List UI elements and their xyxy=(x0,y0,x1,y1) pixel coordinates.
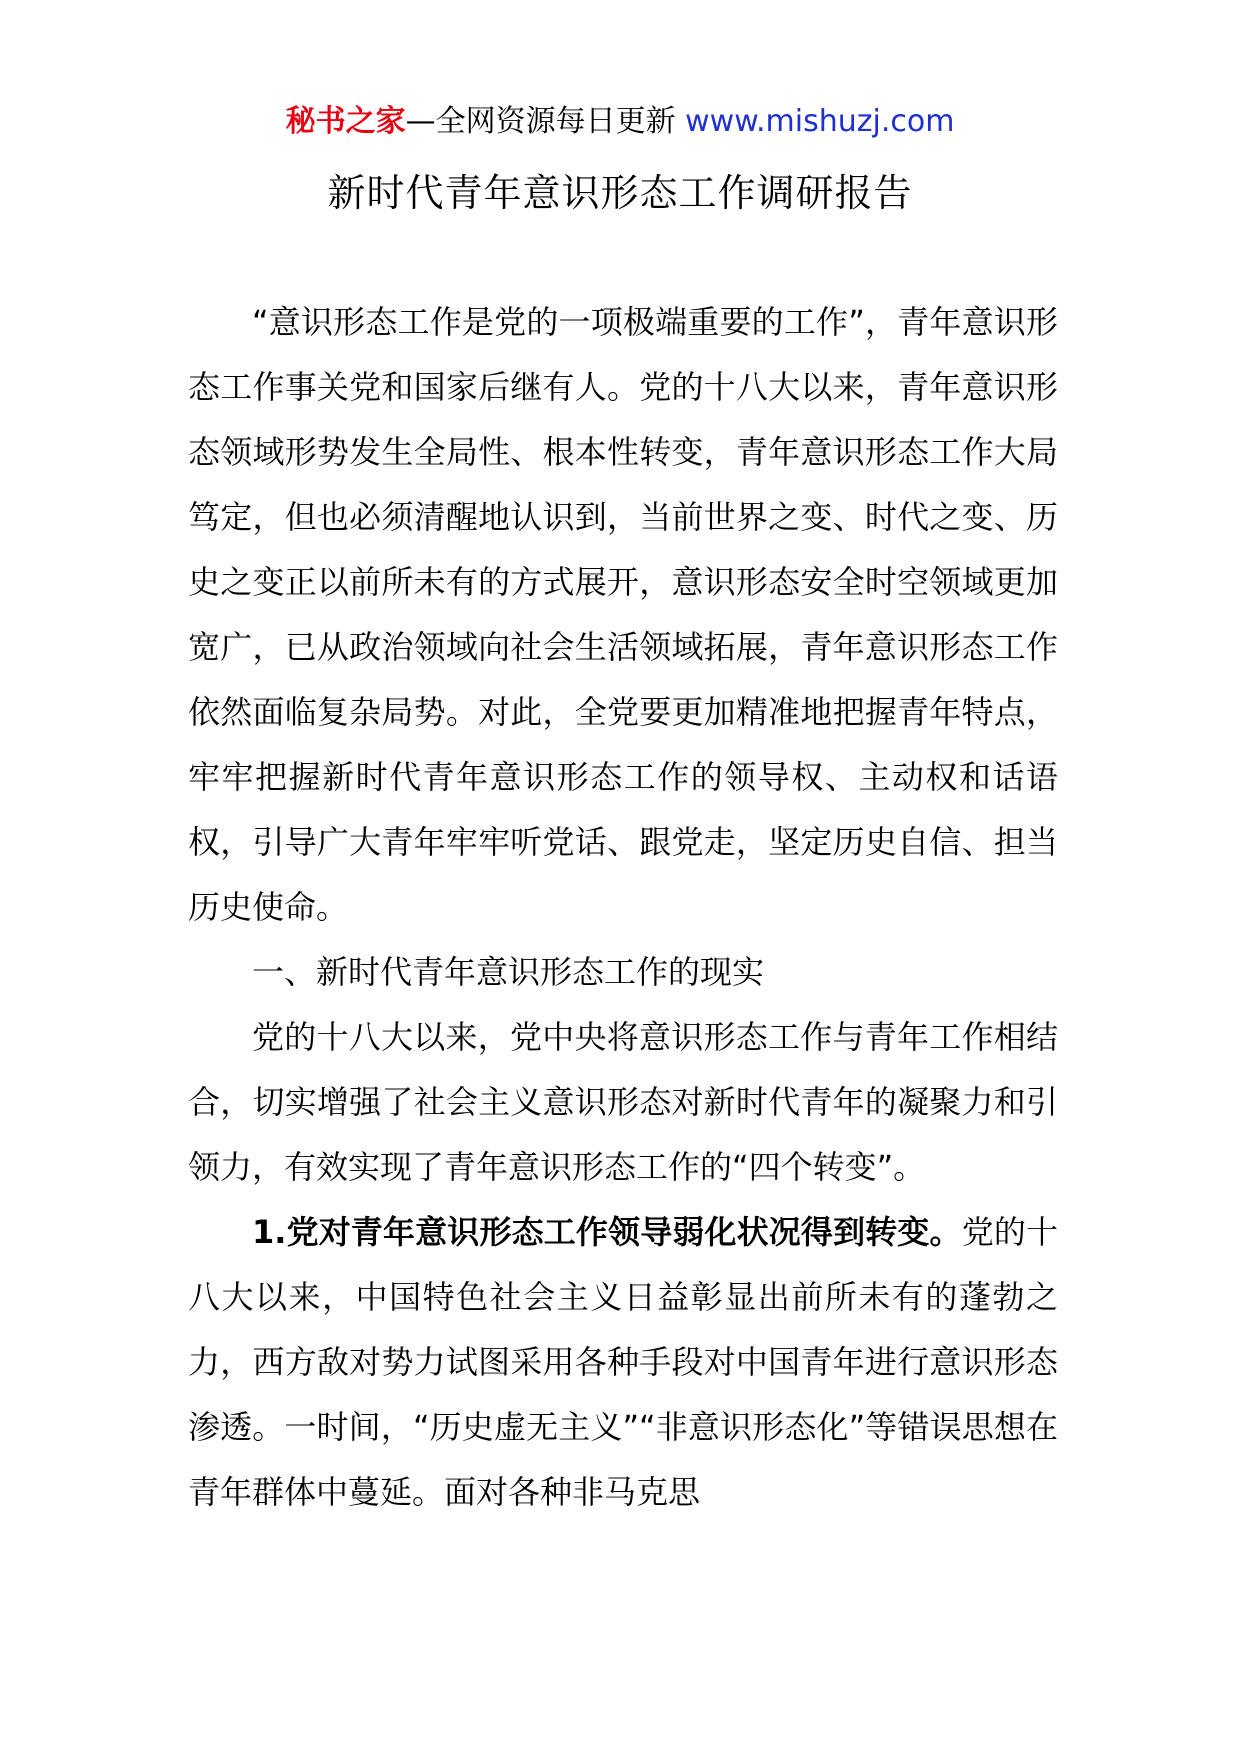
paragraph-text: 党的十八大以来，中国特色社会主义日益彰显出前所未有的蓬勃之力，西方敌对势力试图采用各种手段对中国青年进行意识形态渗透。一时间，“历史虚无主义”“非意识形态化”等错误思想在青年群体中蔓延。面对各种非马克思 xyxy=(188,1213,1058,1511)
document-body xyxy=(188,290,1058,1525)
document-title: 新时代青年意识形态工作调研报告 xyxy=(327,171,913,215)
section-heading-1 xyxy=(188,940,1058,1005)
heading-text: 一、新时代青年意识形态工作的现实 xyxy=(252,953,765,991)
paragraph-text: “意识形态工作是党的一项极端重要的工作”，青年意识形态工作事关党和国家后继有人。党的十八大以来，青年意识形态领域形势发生全局性、根本性转变，青年意识形态工作大局笃定，但也必须清醒地认识到，当前世界之变、时代之变、历史之变正以前所未有的方式展开，意识形态安全时空领域更加宽广，已从政治领域向社会生活领域拓展，青年意识形态工作依然面临复杂局势。对此，全党要更加精准地把握青年特点，牢牢把握新时代青年意识形态工作的领导权、主动权和话语权，引导广大青年牢牢听党话、跟党走，坚定历史自信、担当历史使命。 xyxy=(188,303,1058,926)
paragraph-point-1 xyxy=(188,1200,1058,1525)
site-url[interactable]: www.mishuzj.com xyxy=(685,104,955,139)
site-slogan: —全网资源每日更新 xyxy=(405,104,686,139)
paragraph-section-1 xyxy=(188,1005,1058,1200)
paragraph-text: 党的十八大以来，党中央将意识形态工作与青年工作相结合，切实增强了社会主义意识形态对新时代青年的凝聚力和引领力，有效实现了青年意识形态工作的“四个转变”。 xyxy=(188,1018,1058,1186)
site-brand: 秘书之家 xyxy=(285,104,406,139)
site-header xyxy=(0,100,1240,144)
point-lead: 1.党对青年意识形态工作领导弱化状况得到转变。 xyxy=(252,1213,962,1251)
paragraph-intro xyxy=(188,290,1058,940)
